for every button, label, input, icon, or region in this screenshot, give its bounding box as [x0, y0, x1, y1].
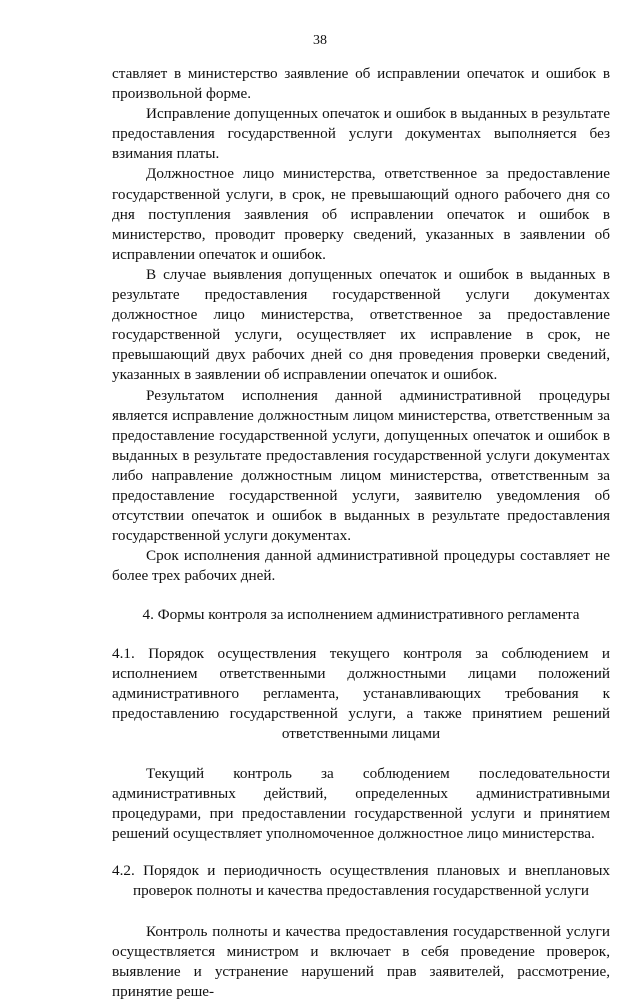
- paragraph-procedure-term: Срок исполнения данной административной процедуры составляет не более трех рабочих дней.: [112, 547, 610, 585]
- page-number: 38: [313, 33, 327, 48]
- paragraph-continuation: ставляет в министерство заявление об исправлении опечаток и ошибок в произвольной форме.: [112, 65, 610, 103]
- paragraph-correction-term: В случае выявления допущенных опечаток и ошибок в выданных в результате предоставления государственной услуги документах должностное лицо министерства, ответственное за предоставление государственной услуги, осуществляет их исправление в срок, не превышающий двух рабочих дней со дня проведения проверки сведений, указанных в заявлении об исправлении опечаток и ошибок.: [112, 265, 610, 384]
- subsection-4-2-paragraph: Контроль полноты и качества предоставления государственной услуги осуществляется министром и включает в себя проведение проверок, выявление и устранение нарушений прав заявителей, рассмотрение, принятие реше-: [112, 922, 610, 1000]
- paragraph-verification: Должностное лицо министерства, ответственное за предоставление государственной услуги, в срок, не превышающий одного рабочего дня со дня поступления заявления об исправлении опечаток и ошибок в министерство, проводит проверку сведений, указанных в заявлении об исправлении опечаток и ошибок.: [112, 165, 610, 263]
- paragraph-procedure-result: Результатом исполнения данной административной процедуры является исправление должностным лицом министерства, ответственным за предоставление государственной услуги, допущенных опечаток и ошибок в выданных в результате предоставления государственной услуги документах либо направление должностным лицом министерства, ответственным за предоставление государственной услуги, заявителю уведомления об отсутствии опечаток и ошибок в выданных в результате предоставления государственной услуги документах.: [112, 386, 610, 545]
- subsection-4-2-title: 4.2. Порядок и периодичность осуществления плановых и внеплановых проверок полноты и качества предоставления государственной услуги: [112, 862, 610, 900]
- subsection-4-1-paragraph: Текущий контроль за соблюдением последовательности административных действий, определенных административными процедурами, при предоставлении государственной услуги и принятием решений осуществляет уполномоченное должностное лицо министерства.: [112, 765, 610, 843]
- subsection-4-1-title: 4.1. Порядок осуществления текущего контроля за соблюдением и исполнением ответственными должностными лицами положений административного регламента, устанавливающих требования к предоставлению государственной услуги, а также принятием решений ответственными лицами: [112, 644, 610, 742]
- paragraph-free-correction: Исправление допущенных опечаток и ошибок в выданных в результате предоставления государственной услуги документах выполняется без взимания платы.: [112, 105, 610, 163]
- document-body: [112, 64, 610, 1002]
- section-4-title: 4. Формы контроля за исполнением административного регламента: [142, 606, 580, 624]
